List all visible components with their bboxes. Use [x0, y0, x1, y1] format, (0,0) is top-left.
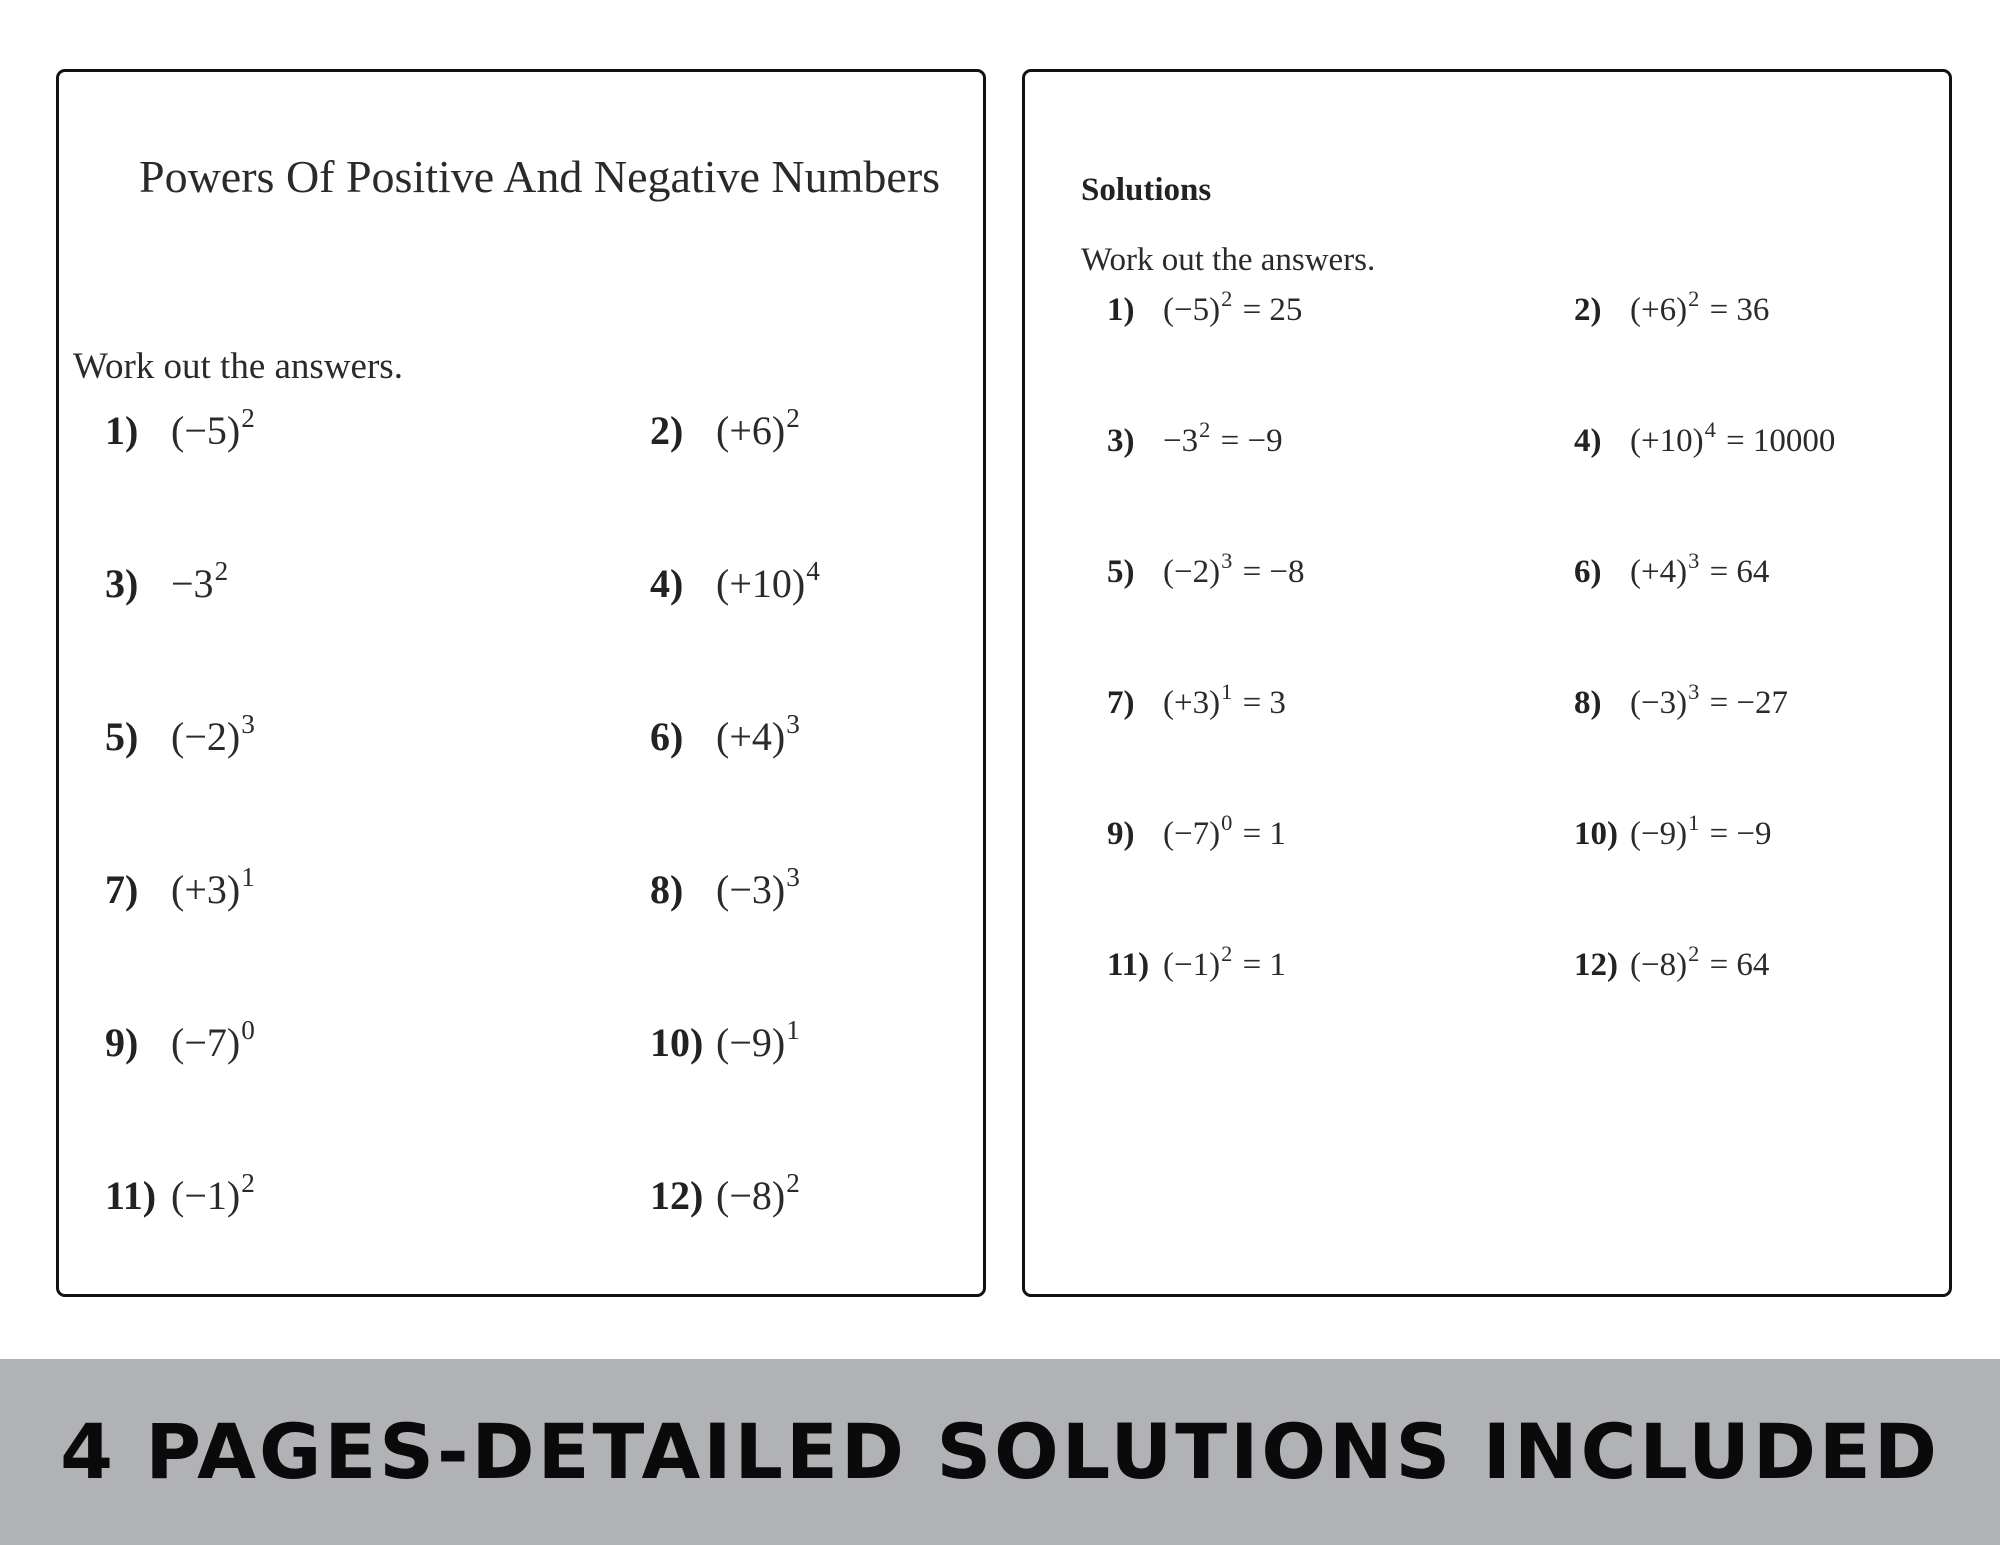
- problem-answer: = −27: [1701, 685, 1789, 721]
- problem-expression: [1630, 679, 1789, 722]
- problem-answer: = 10000: [1717, 423, 1836, 459]
- worksheet-problem: [650, 1015, 800, 1066]
- problem-expression: [171, 709, 255, 760]
- expression-exponent: 0: [241, 1015, 255, 1046]
- expression-exponent: 3: [786, 862, 800, 893]
- expression-exponent: 4: [806, 556, 820, 587]
- expression-exponent: 2: [786, 1168, 800, 1199]
- expression-base: (+10): [716, 561, 806, 606]
- problem-answer: = 1: [1234, 816, 1286, 852]
- worksheet-problem: [105, 1168, 255, 1219]
- promo-banner: [0, 1359, 2000, 1545]
- expression-exponent: 1: [1221, 679, 1233, 705]
- problem-expression: [716, 556, 820, 607]
- problem-expression: [171, 1168, 255, 1219]
- expression-exponent: 2: [1688, 941, 1700, 967]
- expression-base: (−8): [1630, 947, 1688, 983]
- solution-problem: [1107, 810, 1286, 853]
- problem-answer: = −8: [1234, 554, 1305, 590]
- problem-number: 6): [650, 714, 684, 759]
- solution-problem: [1574, 679, 1789, 722]
- worksheet-problem: [650, 556, 820, 607]
- worksheet-problem: [105, 556, 229, 607]
- problem-number: 4): [1574, 423, 1602, 459]
- problem-number: 1): [105, 408, 139, 453]
- solution-problem: [1107, 286, 1303, 329]
- solution-problem: [1574, 548, 1770, 591]
- problem-number: 3): [105, 561, 139, 606]
- expression-exponent: 1: [1688, 810, 1700, 836]
- problem-expression: [1163, 417, 1283, 460]
- problem-answer: = 64: [1701, 554, 1770, 590]
- expression-base: (−2): [171, 714, 241, 759]
- problem-number: 7): [105, 867, 139, 912]
- problem-expression: [1630, 810, 1772, 853]
- expression-base: (+3): [1163, 685, 1221, 721]
- expression-base: (+4): [1630, 554, 1688, 590]
- problem-expression: [716, 709, 800, 760]
- solution-problem: [1574, 417, 1836, 460]
- problem-expression: [171, 556, 229, 607]
- problem-expression: [1163, 810, 1286, 853]
- problem-answer: = 1: [1234, 947, 1286, 983]
- expression-exponent: 2: [1221, 941, 1233, 967]
- expression-base: (+3): [171, 867, 241, 912]
- problem-number: 6): [1574, 554, 1602, 590]
- problem-expression: [716, 1015, 800, 1066]
- problem-answer: = 3: [1234, 685, 1286, 721]
- solution-problem: [1107, 679, 1286, 722]
- expression-base: (−3): [1630, 685, 1688, 721]
- worksheet-problem: [650, 862, 800, 913]
- expression-exponent: 3: [1221, 548, 1233, 574]
- problem-number: 1): [1107, 292, 1135, 328]
- expression-base: (−9): [716, 1020, 786, 1065]
- banner-text: 4 PAGES-DETAILED SOLUTIONS INCLUDED: [60, 1407, 1940, 1496]
- problem-number: 5): [105, 714, 139, 759]
- worksheet-problem: [105, 1015, 255, 1066]
- problem-number: 3): [1107, 423, 1135, 459]
- expression-exponent: 3: [1688, 679, 1700, 705]
- worksheet-problem: [650, 1168, 800, 1219]
- problem-number: 11): [105, 1173, 157, 1218]
- problem-expression: [1163, 941, 1286, 984]
- expression-base: (−9): [1630, 816, 1688, 852]
- problem-number: 8): [1574, 685, 1602, 721]
- worksheet-problem: [105, 862, 255, 913]
- solution-problem: [1107, 548, 1305, 591]
- expression-exponent: 2: [241, 403, 255, 434]
- worksheet-page: [56, 69, 986, 1297]
- problem-expression: [171, 403, 255, 454]
- worksheet-title: Powers Of Positive And Negative Numbers: [139, 151, 941, 202]
- problem-number: 12): [1574, 947, 1618, 983]
- problem-expression: [1163, 548, 1305, 591]
- problem-number: 12): [650, 1173, 704, 1218]
- expression-base: −3: [1163, 423, 1199, 459]
- expression-base: (−8): [716, 1173, 786, 1218]
- expression-base: (+6): [716, 408, 786, 453]
- problem-expression: [716, 862, 800, 913]
- worksheet-problem: [105, 403, 255, 454]
- problem-expression: [171, 862, 255, 913]
- solution-problem: [1574, 810, 1772, 853]
- solutions-page: [1022, 69, 1952, 1297]
- problem-answer: = 64: [1701, 947, 1770, 983]
- expression-base: (−7): [171, 1020, 241, 1065]
- problem-expression: [1630, 417, 1836, 460]
- expression-base: (−5): [171, 408, 241, 453]
- problem-answer: = 36: [1701, 292, 1770, 328]
- problem-expression: [1163, 679, 1286, 722]
- problem-number: 4): [650, 561, 684, 606]
- worksheet-problem: [650, 403, 800, 454]
- expression-exponent: 3: [786, 709, 800, 740]
- expression-base: (−1): [171, 1173, 241, 1218]
- expression-exponent: 3: [1688, 548, 1700, 574]
- problem-expression: [1630, 286, 1770, 329]
- problem-expression: [1630, 548, 1770, 591]
- problem-number: 9): [1107, 816, 1135, 852]
- expression-base: (+4): [716, 714, 786, 759]
- expression-base: (+10): [1630, 423, 1704, 459]
- expression-base: (−5): [1163, 292, 1221, 328]
- expression-base: −3: [171, 561, 214, 606]
- solution-problem: [1107, 941, 1286, 984]
- worksheet-problem: [650, 709, 800, 760]
- solution-problem: [1574, 941, 1770, 984]
- expression-exponent: 1: [786, 1015, 800, 1046]
- worksheet-problem: [105, 709, 255, 760]
- expression-exponent: 3: [241, 709, 255, 740]
- problem-number: 2): [650, 408, 684, 453]
- problem-answer: = −9: [1212, 423, 1283, 459]
- problem-answer: = 25: [1234, 292, 1303, 328]
- expression-exponent: 2: [1199, 417, 1211, 443]
- solutions-instructions: Work out the answers.: [1081, 242, 1376, 278]
- problem-number: 11): [1107, 947, 1150, 983]
- expression-base: (−3): [716, 867, 786, 912]
- expression-exponent: 2: [241, 1168, 255, 1199]
- problem-number: 8): [650, 867, 684, 912]
- problem-expression: [1630, 941, 1770, 984]
- problem-answer: = −9: [1701, 816, 1772, 852]
- expression-exponent: 2: [786, 403, 800, 434]
- problem-expression: [1163, 286, 1303, 329]
- expression-exponent: 2: [214, 556, 229, 587]
- solution-problem: [1574, 286, 1770, 329]
- expression-exponent: 1: [241, 862, 255, 893]
- expression-base: (+6): [1630, 292, 1688, 328]
- problem-expression: [716, 403, 800, 454]
- problem-expression: [171, 1015, 255, 1066]
- expression-base: (−1): [1163, 947, 1221, 983]
- worksheet-instructions: Work out the answers.: [73, 346, 403, 387]
- problem-expression: [716, 1168, 800, 1219]
- problem-number: 9): [105, 1020, 139, 1065]
- solution-problem: [1107, 417, 1283, 460]
- expression-base: (−2): [1163, 554, 1221, 590]
- problem-number: 2): [1574, 292, 1602, 328]
- expression-exponent: 2: [1688, 286, 1700, 312]
- expression-exponent: 0: [1221, 810, 1233, 836]
- problem-number: 5): [1107, 554, 1135, 590]
- problem-number: 7): [1107, 685, 1135, 721]
- expression-exponent: 4: [1704, 417, 1716, 443]
- problem-number: 10): [1574, 816, 1618, 852]
- solutions-title: Solutions: [1081, 172, 1212, 208]
- expression-base: (−7): [1163, 816, 1221, 852]
- problem-number: 10): [650, 1020, 704, 1065]
- expression-exponent: 2: [1221, 286, 1233, 312]
